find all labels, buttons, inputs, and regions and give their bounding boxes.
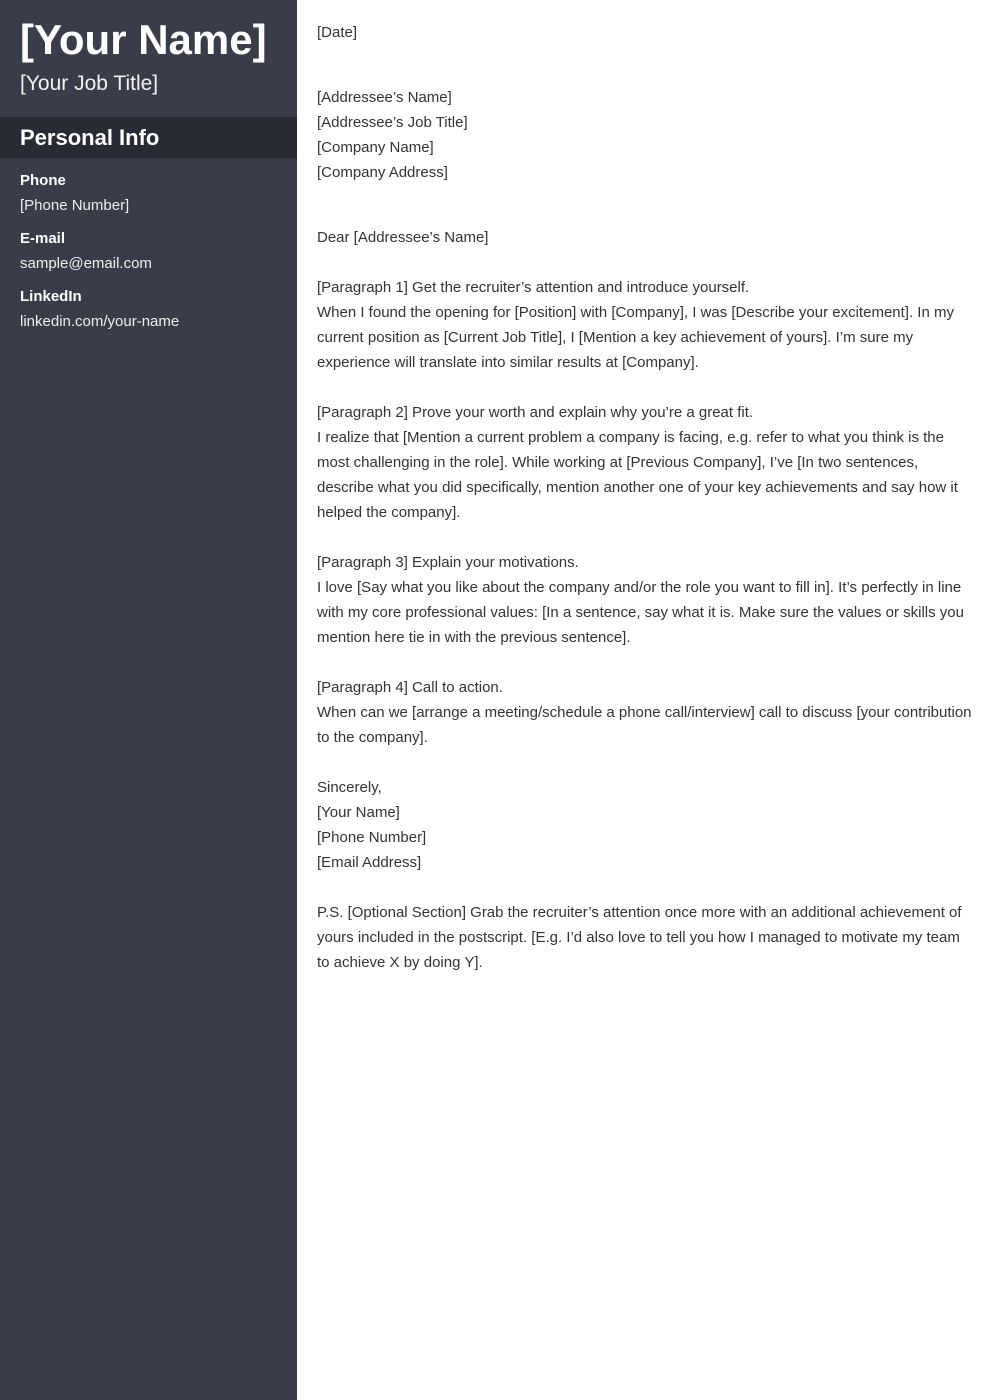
contact-label: Phone	[20, 172, 66, 189]
closing: Sincerely,	[317, 779, 382, 796]
letter-date: [Date]	[317, 24, 358, 41]
section-title: Personal Info	[20, 125, 160, 150]
signature-line: [Phone Number]	[317, 829, 427, 846]
applicant-job-title: [Your Job Title]	[20, 72, 159, 95]
recipient-line: [Company Address]	[317, 164, 448, 181]
contact-email	[20, 229, 280, 274]
paragraph-body: When can we [arrange a meeting/schedule a phone call/interview] call to discuss [your contribution to the company].	[317, 704, 972, 746]
recipient-block	[317, 85, 972, 185]
signature-line: [Your Name]	[317, 804, 400, 821]
contact-value: sample@email.com	[20, 255, 152, 272]
applicant-name: [Your Name]	[20, 16, 267, 63]
recipient-line: [Addressee’s Job Title]	[317, 114, 468, 131]
recipient-line: [Addressee’s Name]	[317, 89, 452, 106]
paragraph-body: I love [Say what you like about the company and/or the role you want to fill in]. It’s perfectly in line with my core professional values: [In a sentence, say what it is. Make sure the values or skills you mention here tie in with the previous sentence].	[317, 579, 964, 646]
contact-value: [Phone Number]	[20, 197, 130, 214]
paragraph-4	[317, 675, 972, 750]
recipient-line: [Company Name]	[317, 139, 434, 156]
signature-block	[317, 775, 972, 875]
cover-letter-body	[317, 20, 972, 975]
paragraph-3	[317, 550, 972, 650]
contact-label: E-mail	[20, 230, 66, 247]
sidebar	[0, 0, 297, 1400]
paragraph-body: When I found the opening for [Position] with [Company], I was [Describe your excitement]. In my current position as [Current Job Title], I [Mention a key achievement of yours]. I’m sure my experience will translate into similar results at [Company].	[317, 304, 954, 371]
contact-value: linkedin.com/your-name	[20, 313, 180, 330]
signature-line: [Email Address]	[317, 854, 422, 871]
contact-linkedin	[20, 287, 280, 332]
paragraph-heading: [Paragraph 1] Get the recruiter’s attention and introduce yourself.	[317, 279, 750, 296]
personal-info-header	[0, 117, 297, 158]
postscript: P.S. [Optional Section] Grab the recruiter’s attention once more with an additional achievement of yours included in the postscript. [E.g. I’d also love to tell you how I managed to motivate my team to achieve X by doing Y].	[317, 904, 962, 971]
contact-label: LinkedIn	[20, 288, 82, 305]
paragraph-1	[317, 275, 972, 375]
paragraph-2	[317, 400, 972, 525]
paragraph-heading: [Paragraph 4] Call to action.	[317, 679, 503, 696]
paragraph-body: I realize that [Mention a current problem a company is facing, e.g. refer to what you think is the most challenging in the role]. While working at [Previous Company], I’ve [In two sentences, describe what you did specifically, mention another one of your key achievements and say how it helped the company].	[317, 429, 958, 521]
paragraph-heading: [Paragraph 3] Explain your motivations.	[317, 554, 579, 571]
salutation: Dear [Addressee’s Name]	[317, 229, 489, 246]
contact-phone	[20, 171, 280, 216]
paragraph-heading: [Paragraph 2] Prove your worth and explain why you’re a great fit.	[317, 404, 754, 421]
